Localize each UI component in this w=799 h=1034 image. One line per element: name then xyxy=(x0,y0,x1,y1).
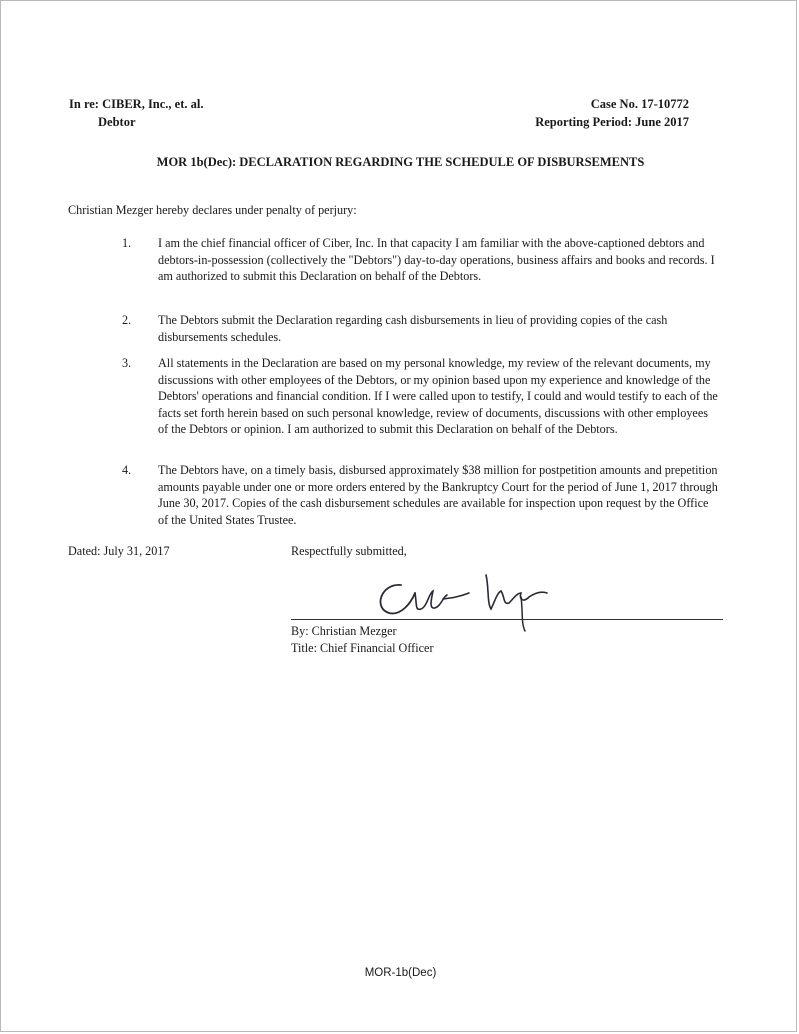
item-text: The Debtors have, on a timely basis, disbursed approximately $38 million for postpetition amounts and prepetition amounts payable under one or more orders entered by the Bankruptcy Court for the period of June 1, 2017 through June 30, 2017. Copies of the cash disbursement schedules are available for inspection upon request by the Office of the United States Trustee. xyxy=(158,463,718,527)
debtor-label: Debtor xyxy=(98,115,136,129)
item-text: I am the chief financial officer of Ciber, Inc. In that capacity I am familiar with the above-captioned debtors and debtors-in-possession (collectively the "Debtors") day-to-day operations, business affairs and books and records. I am authorized to submit this Declaration on behalf of the Debtors. xyxy=(158,236,715,284)
signer-title: Title: Chief Financial Officer xyxy=(291,640,434,655)
item-text: All statements in the Declaration are based on my personal knowledge, my review of the relevant documents, my discussions with other employees of the Debtors, or my opinion based upon my experience and knowledge of the Debtors' operations and financial condition. If I were called upon to testify, I could and would testify to each of the facts set forth herein based on such personal knowledge, review of documents, discussions with other employees of the Debtors or opinion. I am authorized to submit this Declaration on behalf of the Debtors. xyxy=(158,356,718,437)
item-number: 3. xyxy=(122,356,132,370)
signer-name: By: Christian Mezger xyxy=(291,624,397,638)
reporting-period: Reporting Period: June 2017 xyxy=(535,115,689,129)
item-text: The Debtors submit the Declaration regarding cash disbursements in lieu of providing copies of the cash disbursements schedules. xyxy=(158,313,668,344)
case-info xyxy=(535,95,689,131)
case-caption xyxy=(69,95,204,131)
signature-block xyxy=(291,623,434,656)
document-title: MOR 1b(Dec): DECLARATION REGARDING THE SCHEDULE OF DISBURSEMENTS xyxy=(156,155,645,169)
in-re-line: In re: CIBER, Inc., et. al. xyxy=(69,97,204,111)
intro-text: Christian Mezger hereby declares under penalty of perjury: xyxy=(68,203,357,217)
item-number: 4. xyxy=(122,463,132,477)
dated-line: Dated: July 31, 2017 xyxy=(68,544,170,558)
signature-line xyxy=(291,619,723,620)
page-footer: MOR-1b(Dec) xyxy=(364,967,437,979)
case-number: Case No. 17-10772 xyxy=(590,97,689,111)
item-number: 2. xyxy=(122,313,132,327)
signature-image xyxy=(371,553,601,633)
item-number: 1. xyxy=(122,236,132,250)
respectfully-submitted: Respectfully submitted, xyxy=(291,544,407,558)
